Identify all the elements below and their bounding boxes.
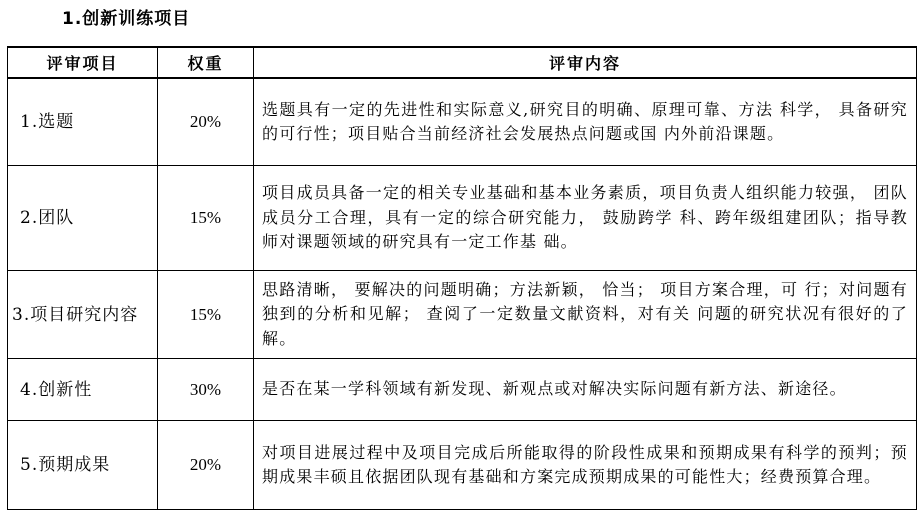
row-weight: 30% [158, 359, 254, 421]
header-item: 评审项目 [8, 47, 158, 78]
header-weight: 权重 [158, 47, 254, 78]
row-weight: 20% [158, 78, 254, 166]
row-content: 是否在某一学科领域有新发现、新观点或对解决实际问题有新方法、新途径。 [254, 359, 917, 421]
table-row [8, 166, 917, 271]
row-item: 1.选题 [8, 78, 158, 166]
row-weight: 15% [158, 166, 254, 271]
row-item: 3.项目研究内容 [8, 271, 158, 359]
row-item: 2.团队 [8, 166, 158, 271]
row-item: 5.预期成果 [8, 421, 158, 510]
row-weight: 15% [158, 271, 254, 359]
table-row [8, 359, 917, 421]
header-content: 评审内容 [254, 47, 917, 78]
table-header-row [8, 47, 917, 78]
row-item: 4.创新性 [8, 359, 158, 421]
row-content: 选题具有一定的先进性和实际意义,研究目的明确、原理可靠、方法 科学， 具备研究的可行性；项目贴合当前经济社会发展热点问题或国 内外前沿课题。 [254, 78, 917, 166]
section-title: 1.创新训练项目 [62, 9, 191, 29]
table-row [8, 421, 917, 510]
table-row [8, 271, 917, 359]
table-row [8, 78, 917, 166]
row-content: 对项目进展过程中及项目完成后所能取得的阶段性成果和预期成果有科学的预判；预期成果丰硕且依据团队现有基础和方案完成预期成果的可能性大；经费预算合理。 [254, 421, 917, 510]
row-weight: 20% [158, 421, 254, 510]
row-content: 项目成员具备一定的相关专业基础和基本业务素质，项目负责人组织能力较强， 团队成员分工合理，具有一定的综合研究能力， 鼓励跨学 科、跨年级组建团队；指导教师对课题领域的研究具有一定工作基 础。 [254, 166, 917, 271]
row-content: 思路清晰， 要解决的问题明确；方法新颖， 恰当； 项目方案合理，可 行；对问题有独到的分析和见解； 查阅了一定数量文献资料，对有关 问题的研究状况有很好的了解。 [254, 271, 917, 359]
evaluation-table [7, 46, 917, 510]
